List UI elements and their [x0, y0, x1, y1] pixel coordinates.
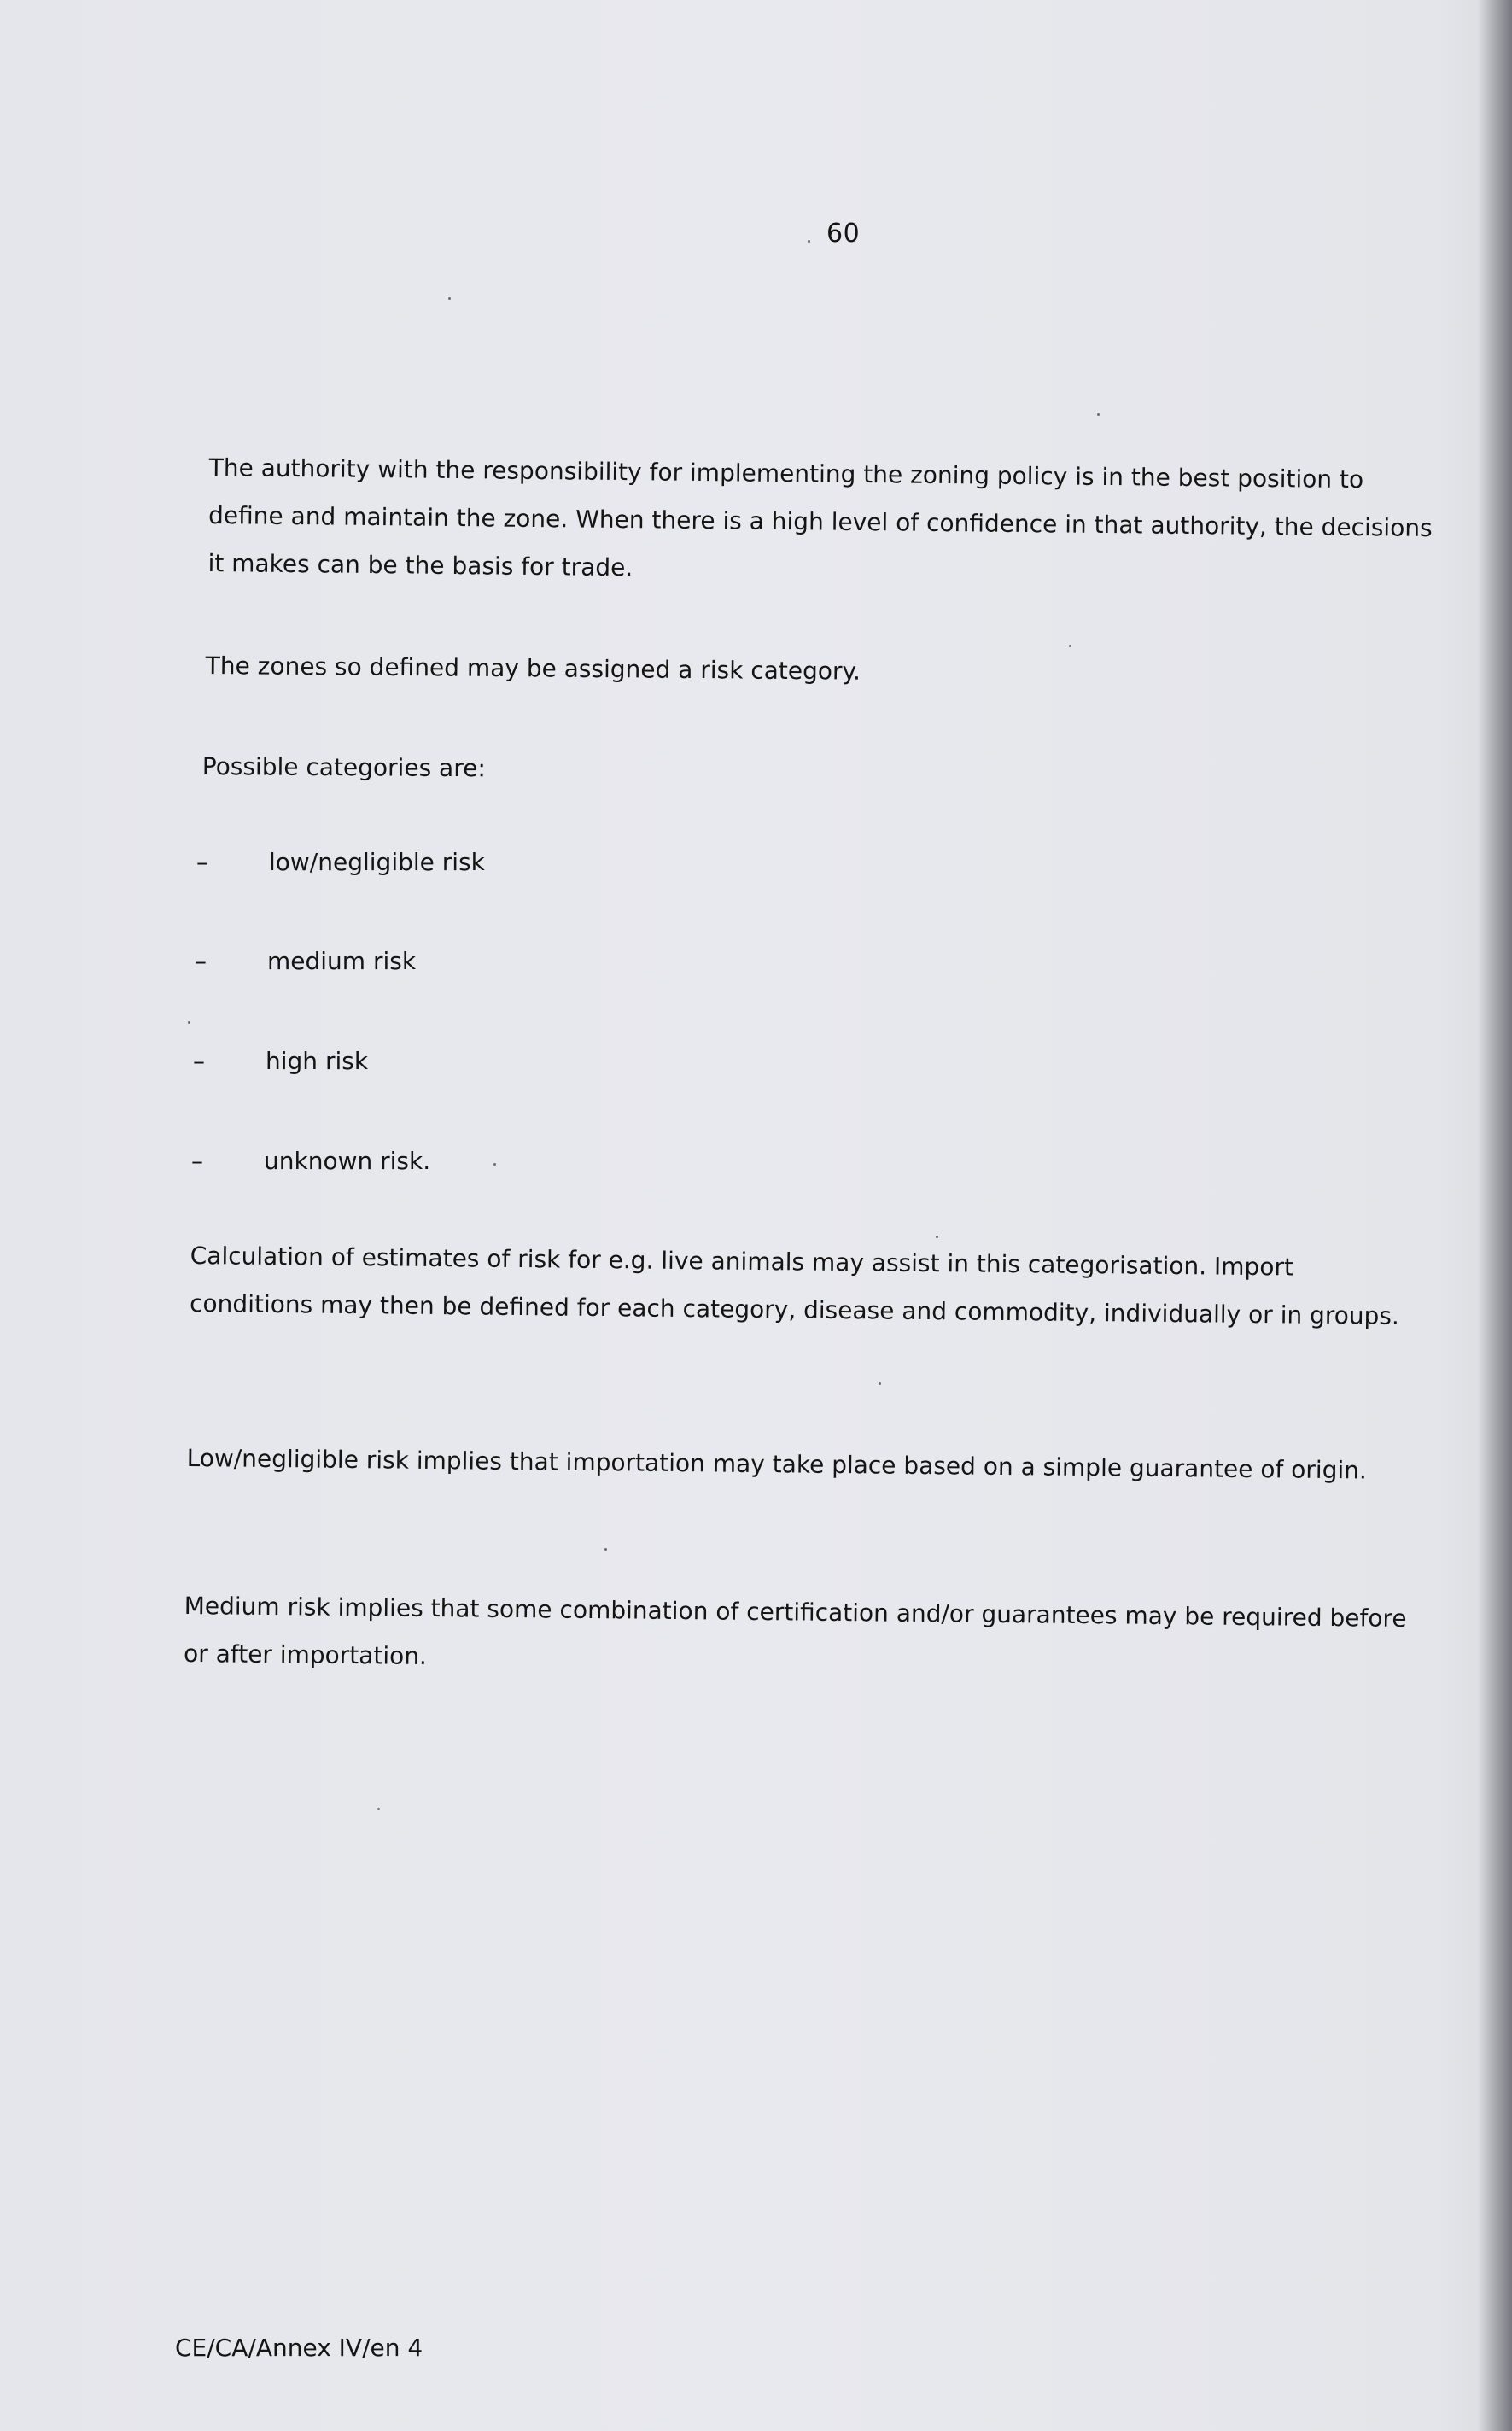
list-item-text: high risk — [266, 1047, 369, 1075]
list-item-text: unknown risk. — [264, 1147, 431, 1175]
scan-speck — [448, 297, 451, 300]
list-item-text: low/negligible risk — [269, 848, 485, 876]
paragraph-risk-estimates: Calculation of estimates of risk for e.g. live animals may assist in this categorisation. Import conditions may then be defined for each category, disease and commodity, individually or in groups. — [189, 1241, 1400, 1330]
paragraph-risk-category: The zones so defined may be assigned a risk category. — [205, 651, 861, 686]
scan-speck — [1097, 413, 1100, 416]
paragraph-low-risk: Low/negligible risk implies that importation may take place based on a simple guarantee of origin. — [186, 1443, 1368, 1485]
page-number: 60 — [826, 219, 861, 248]
paragraph-zoning-authority: The authority with the responsibility for implementing the zoning policy is in the best position to define and maintain the zone. When there is a high level of confidence in that authority, the decisions it makes can be the basis for trade. — [207, 453, 1433, 582]
paragraph-medium-risk: Medium risk implies that some combination of certification and/or guarantees may be required before or after importation. — [183, 1591, 1407, 1670]
list-dash: – — [191, 1147, 203, 1175]
list-dash: – — [195, 947, 207, 975]
scan-speck — [604, 1548, 607, 1551]
scan-speck — [1069, 645, 1071, 647]
scan-speck — [879, 1382, 881, 1385]
scan-speck — [493, 1163, 496, 1166]
scan-speck — [808, 240, 810, 243]
document-reference-footer: CE/CA/Annex IV/en 4 — [175, 2334, 423, 2362]
list-item-text: medium risk — [267, 947, 417, 975]
page-edge-shadow — [1478, 0, 1512, 2431]
scan-speck — [377, 1808, 380, 1810]
scan-speck — [936, 1236, 938, 1238]
paragraph-possible-categories: Possible categories are: — [201, 751, 486, 783]
list-dash: – — [193, 1047, 205, 1075]
list-dash: – — [196, 848, 208, 876]
scan-speck — [188, 1021, 190, 1024]
